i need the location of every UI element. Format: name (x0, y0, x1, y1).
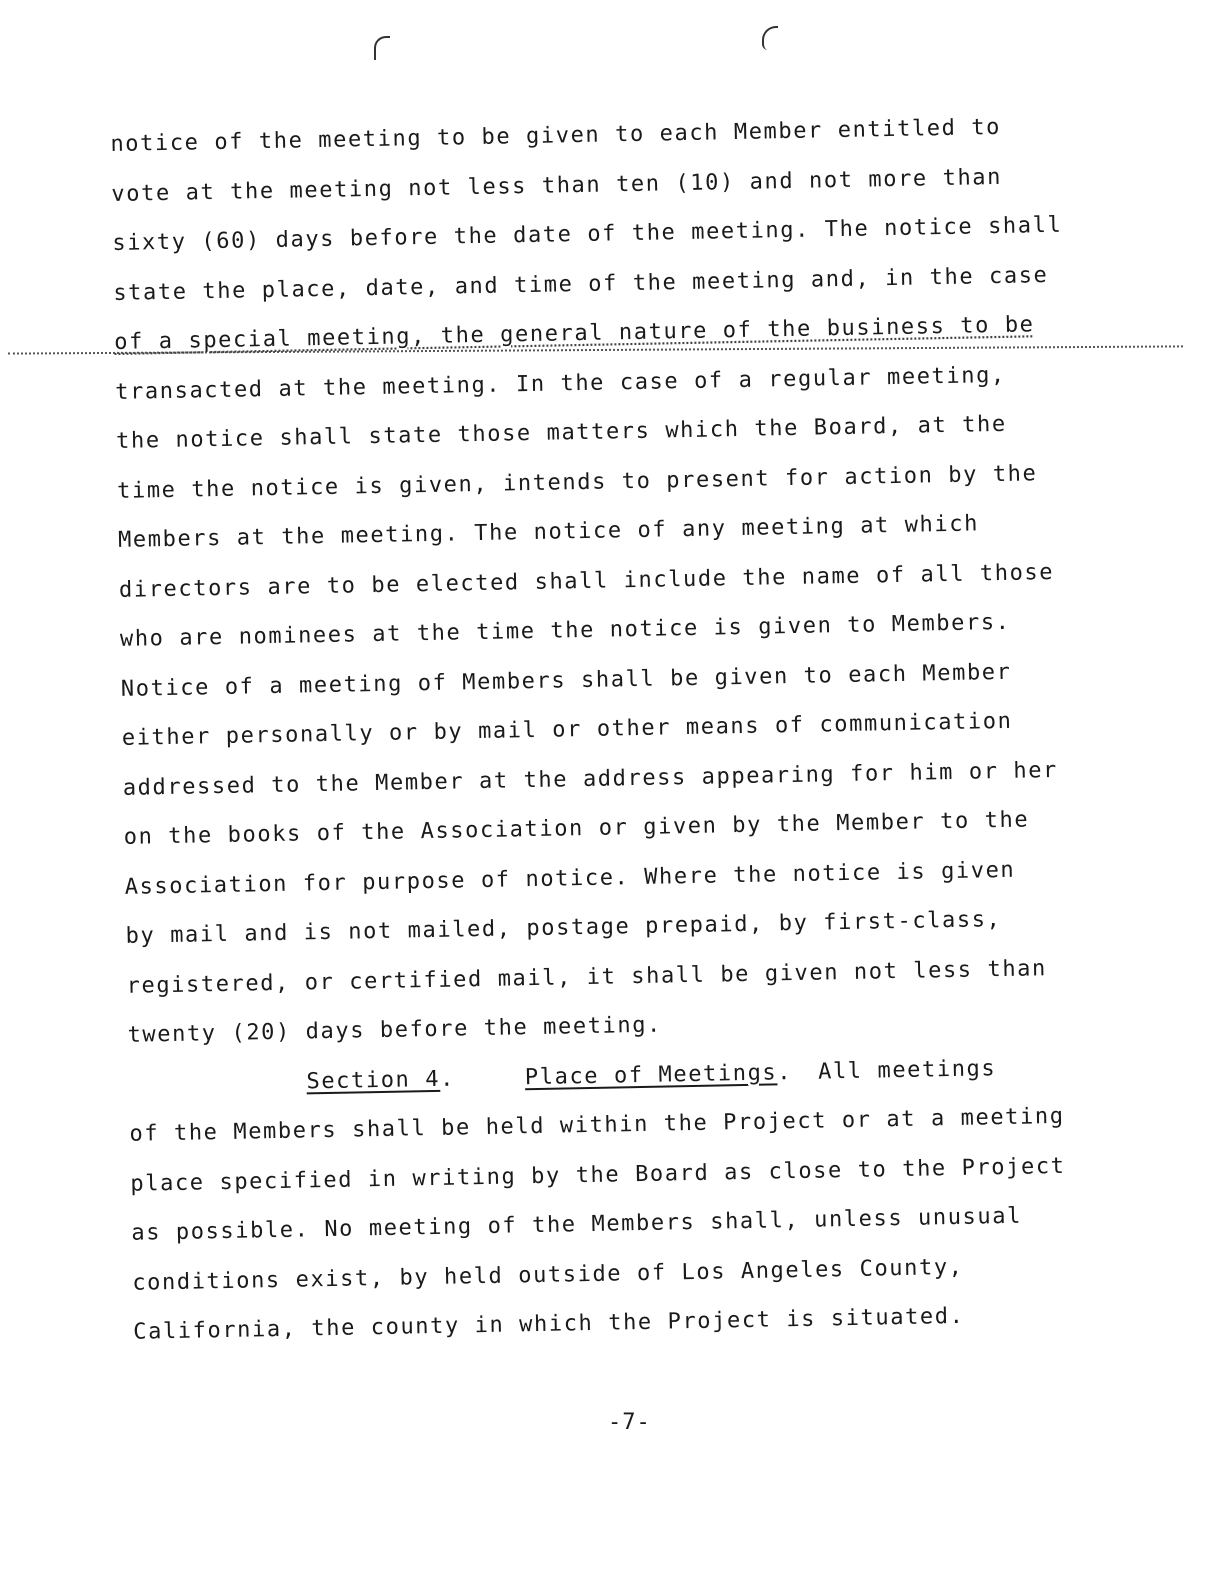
body-line: time the notice is given, intends to present for action by the (116, 460, 1038, 504)
body-line: of a special meeting, the general nature of the business to be (114, 312, 1035, 355)
section-title-punct: . (777, 1059, 793, 1085)
body-line: Notice of a meeting of Members shall be given to each Member (120, 659, 1012, 702)
page-number: -7- (608, 1410, 651, 1435)
section-line: California, the county in which the Project is situated. (133, 1303, 965, 1345)
body-line: vote at the meeting not less than ten (10) and not more than (111, 164, 1003, 207)
body-line: either personally or by mail or other means of communication (121, 708, 1013, 751)
body-line: directors are to be elected shall include the name of all those (118, 559, 1055, 603)
body-line: Members at the meeting. The notice of any meeting at which (117, 511, 980, 553)
body-line: addressed to the Member at the address appearing for him or her (122, 757, 1059, 801)
body-line: Association for purpose of notice. Where the notice is given (124, 857, 1016, 900)
section-line: place specified in writing by the Board as close to the Project (130, 1153, 1066, 1197)
body-line: the notice shall state those matters which the Board, at the (115, 411, 1007, 454)
section-lead-text: All meetings (817, 1055, 997, 1085)
section-line: as possible. No meeting of the Members shall, unless unusual (131, 1203, 1023, 1246)
body-line: by mail and is not mailed, postage prepaid, by first-class, (125, 907, 1002, 949)
section-line: of the Members shall be held within the Project or at a meeting (129, 1103, 1065, 1147)
body-line: transacted at the meeting. In the case of a regular meeting, (114, 362, 1007, 405)
body-line: state the place, date, and time of the meeting and, in the case (113, 262, 1049, 306)
body-line: who are nominees at the time the notice is given to Members. (119, 609, 1011, 652)
section-number-punct: . (439, 1066, 456, 1092)
body-line: on the books of the Association or given by the Member to the (123, 807, 1030, 850)
body-line: twenty (20) days before the meeting. (127, 1012, 663, 1048)
section-title: Place of Meetings (524, 1059, 778, 1090)
body-line: sixty (60) days before the date of the meeting. The notice shall (112, 212, 1063, 256)
scan-artifact-mark (374, 36, 390, 60)
body-line: notice of the meeting to be given to each Member entitled to (110, 114, 1002, 157)
section-line: conditions exist, by held outside of Los Angeles County, (132, 1254, 964, 1296)
section-number: Section 4 (306, 1066, 441, 1094)
document-body (110, 101, 1124, 1357)
body-line: registered, or certified mail, it shall be given not less than (126, 955, 1048, 999)
scan-artifact-mark (762, 26, 778, 50)
